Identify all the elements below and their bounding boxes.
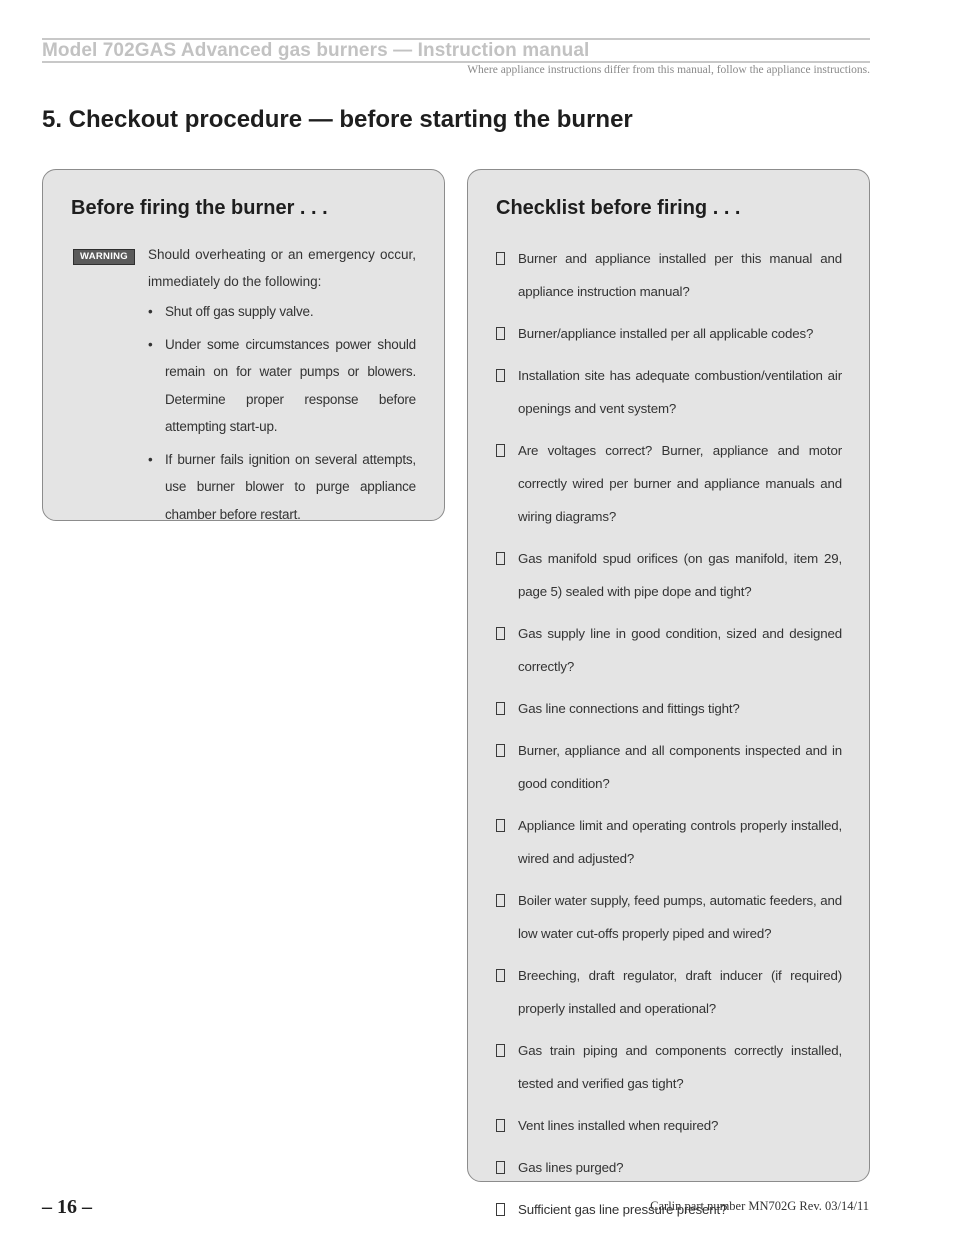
checklist-item-label: Gas supply line in good condition, sized and designed correctly? bbox=[518, 626, 842, 674]
header-note: Where appliance instructions differ from this manual, follow the appliance instructions. bbox=[467, 64, 870, 76]
before-firing-panel bbox=[42, 169, 445, 521]
checklist-item bbox=[496, 734, 842, 800]
checklist-item bbox=[496, 242, 842, 308]
checklist-item-label: Burner, appliance and all components inspected and in good condition? bbox=[518, 743, 842, 791]
checkbox[interactable] bbox=[496, 744, 505, 757]
checklist-item-label: Installation site has adequate combustion/ventilation air openings and vent system? bbox=[518, 368, 842, 416]
checklist-item-label: Sufficient gas line pressure present? bbox=[518, 1202, 728, 1217]
warning-bullet-list bbox=[148, 298, 416, 533]
checkbox[interactable] bbox=[496, 327, 505, 340]
checklist-item bbox=[496, 359, 842, 425]
checkbox[interactable] bbox=[496, 552, 505, 565]
checklist-item bbox=[496, 1151, 842, 1184]
warning-badge: WARNING bbox=[73, 249, 135, 265]
checkbox[interactable] bbox=[496, 627, 505, 640]
checkbox[interactable] bbox=[496, 969, 505, 982]
checklist-heading: Checklist before firing . . . bbox=[496, 197, 741, 219]
checklist-item bbox=[496, 692, 842, 725]
checkbox[interactable] bbox=[496, 1044, 505, 1057]
checklist-item-label: Gas line connections and fittings tight? bbox=[518, 701, 740, 716]
checkbox[interactable] bbox=[496, 369, 505, 382]
checklist-item-label: Appliance limit and operating controls properly installed, wired and adjusted? bbox=[518, 818, 842, 866]
checkbox[interactable] bbox=[496, 1161, 505, 1174]
checkbox[interactable] bbox=[496, 819, 505, 832]
header-title: Model 702GAS Advanced gas burners — Instruction manual bbox=[42, 40, 590, 61]
checkbox[interactable] bbox=[496, 1203, 505, 1216]
checkbox[interactable] bbox=[496, 252, 505, 265]
checklist-item bbox=[496, 317, 842, 350]
checkbox[interactable] bbox=[496, 894, 505, 907]
checklist-item bbox=[496, 884, 842, 950]
checklist-item-label: Gas manifold spud orifices (on gas manifold, item 29, page 5) sealed with pipe dope and tight? bbox=[518, 551, 842, 599]
checklist-item-label: Boiler water supply, feed pumps, automatic feeders, and low water cut-offs properly piped and wired? bbox=[518, 893, 842, 941]
checklist-item bbox=[496, 542, 842, 608]
checkbox[interactable] bbox=[496, 444, 505, 457]
warning-bullet-item: • Under some circumstances power should remain on for water pumps or blowers. Determine proper response before attempting start-up. bbox=[148, 331, 416, 441]
part-number: Carlin part number MN702G Rev. 03/14/11 bbox=[650, 1199, 869, 1213]
checklist-item-label: Burner/appliance installed per all applicable codes? bbox=[518, 326, 814, 341]
warning-bullet-item: • If burner fails ignition on several attempts, use burner blower to purge appliance chamber before restart. bbox=[148, 446, 416, 529]
checklist-item-label: Are voltages correct? Burner, appliance and motor correctly wired per burner and appliance manuals and wiring diagrams? bbox=[518, 443, 842, 524]
checklist-item-label: Gas lines purged? bbox=[518, 1160, 624, 1175]
section-title: 5. Checkout procedure — before starting the burner bbox=[42, 106, 633, 133]
checklist-item-label: Burner and appliance installed per this manual and appliance instruction manual? bbox=[518, 251, 842, 299]
checklist-item-label: Gas train piping and components correctly installed, tested and verified gas tight? bbox=[518, 1043, 842, 1091]
checklist-item-label: Vent lines installed when required? bbox=[518, 1118, 719, 1133]
warning-text: Should overheating or an emergency occur, immediately do the following: bbox=[148, 247, 416, 289]
checklist-item bbox=[496, 1109, 842, 1142]
checkbox[interactable] bbox=[496, 702, 505, 715]
checklist bbox=[496, 242, 842, 1235]
checklist-item bbox=[496, 434, 842, 533]
checklist-item bbox=[496, 1034, 842, 1100]
checklist-item bbox=[496, 809, 842, 875]
header-rule-bottom bbox=[42, 61, 870, 63]
checklist-item-label: Breeching, draft regulator, draft inducer (if required) properly installed and operational? bbox=[518, 968, 842, 1016]
warning-bullet-item: • Shut off gas supply valve. bbox=[148, 298, 416, 326]
checkbox[interactable] bbox=[496, 1119, 505, 1132]
page-number: – 16 – bbox=[42, 1196, 92, 1218]
checklist-item bbox=[496, 959, 842, 1025]
before-firing-heading: Before firing the burner . . . bbox=[71, 197, 328, 219]
checklist-item bbox=[496, 617, 842, 683]
